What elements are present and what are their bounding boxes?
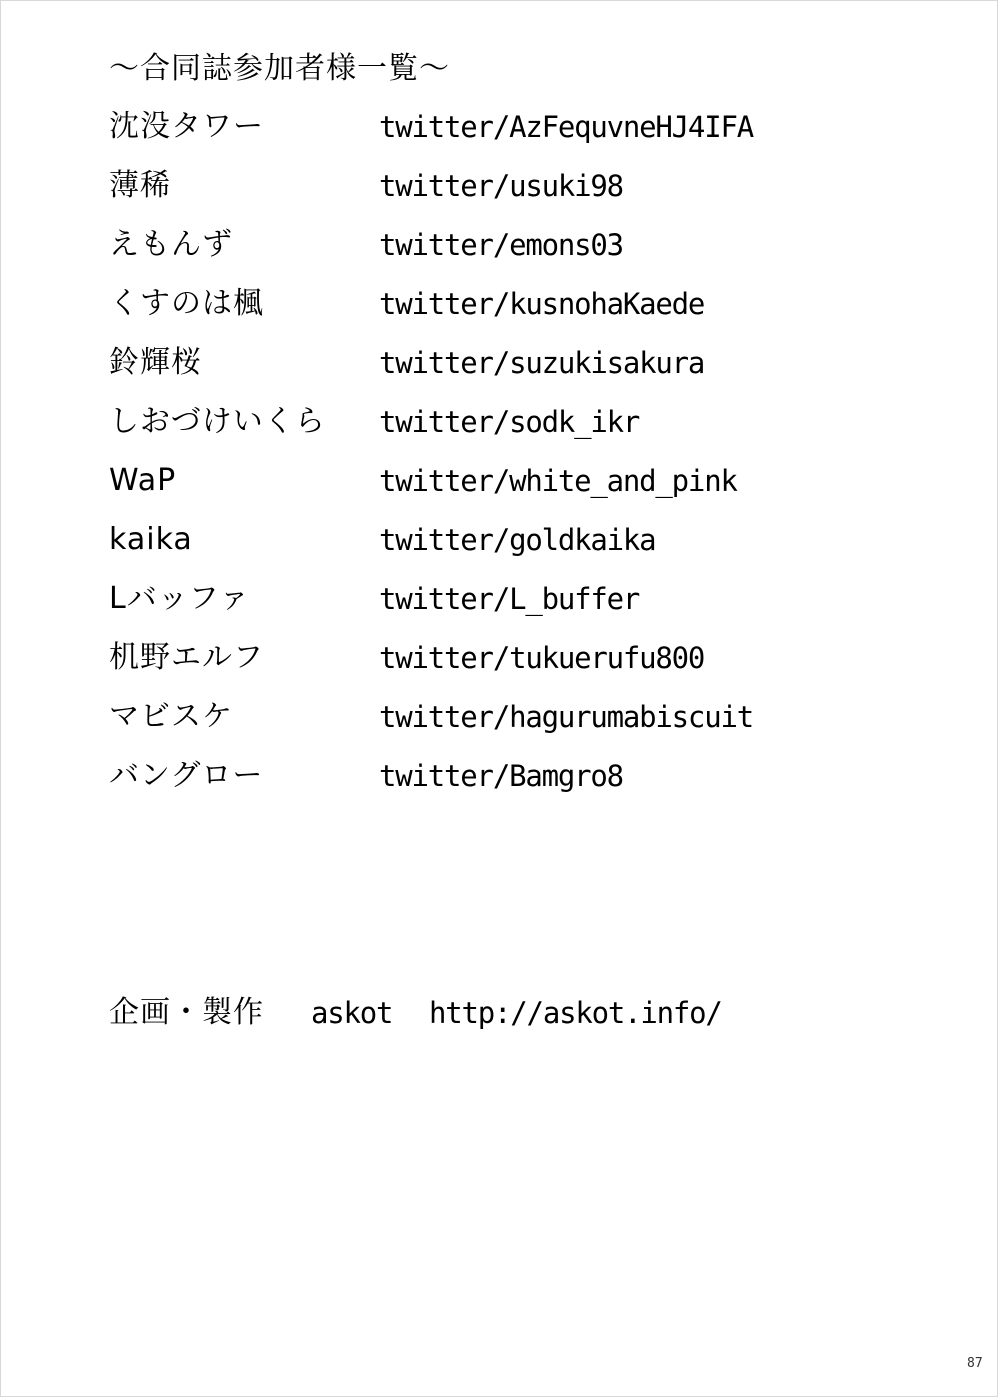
participant-row (109, 104, 809, 163)
credit-label: 企画・製作 (109, 995, 264, 1030)
participant-twitter-link: twitter/suzukisakura (379, 346, 705, 380)
participant-name: WaP (109, 463, 177, 498)
participant-list (109, 104, 809, 812)
participant-name: kaika (109, 522, 193, 557)
participant-name: マビスケ (109, 699, 233, 734)
participant-twitter-link: twitter/AzFequvneHJ4IFA (379, 110, 753, 144)
participant-name: 鈴輝桜 (109, 345, 202, 380)
participant-row (109, 340, 809, 399)
participant-name: えもんず (109, 227, 233, 262)
participant-twitter-link: twitter/goldkaika (379, 523, 656, 557)
participant-row (109, 222, 809, 281)
participant-twitter-link: twitter/emons03 (379, 228, 623, 262)
participant-twitter-link: twitter/white_and_pink (379, 464, 737, 498)
participant-name: 沈没タワー (109, 109, 264, 144)
participant-row (109, 576, 809, 635)
participant-name: Lバッファ (109, 581, 251, 616)
participant-twitter-link: twitter/L_buffer (379, 582, 640, 616)
credit-line (109, 990, 722, 1036)
participant-name: バングロー (109, 758, 264, 793)
participant-row (109, 399, 809, 458)
page-number: 87 (967, 1356, 983, 1371)
participant-twitter-link: twitter/kusnohaKaede (379, 287, 705, 321)
participant-twitter-link: twitter/Bamgro8 (379, 759, 623, 793)
participant-twitter-link: twitter/hagurumabiscuit (379, 700, 753, 734)
participant-row (109, 753, 809, 812)
participant-row (109, 694, 809, 753)
participant-row (109, 458, 809, 517)
participant-twitter-link: twitter/sodk_ikr (379, 405, 640, 439)
participant-name: 机野エルフ (109, 640, 264, 675)
participant-name: しおづけいくら (109, 404, 326, 439)
participant-row (109, 635, 809, 694)
participant-twitter-link: twitter/usuki98 (379, 169, 623, 203)
participant-twitter-link: twitter/tukuerufu800 (379, 641, 705, 675)
participant-name: くすのは楓 (109, 286, 264, 321)
participant-row (109, 281, 809, 340)
credit-name: askot (311, 996, 393, 1030)
participant-row (109, 517, 809, 576)
participant-row (109, 163, 809, 222)
credit-url: http://askot.info/ (429, 996, 722, 1030)
page-title: ～合同誌参加者様一覧～ (109, 51, 450, 86)
participant-name: 薄稀 (109, 168, 171, 203)
